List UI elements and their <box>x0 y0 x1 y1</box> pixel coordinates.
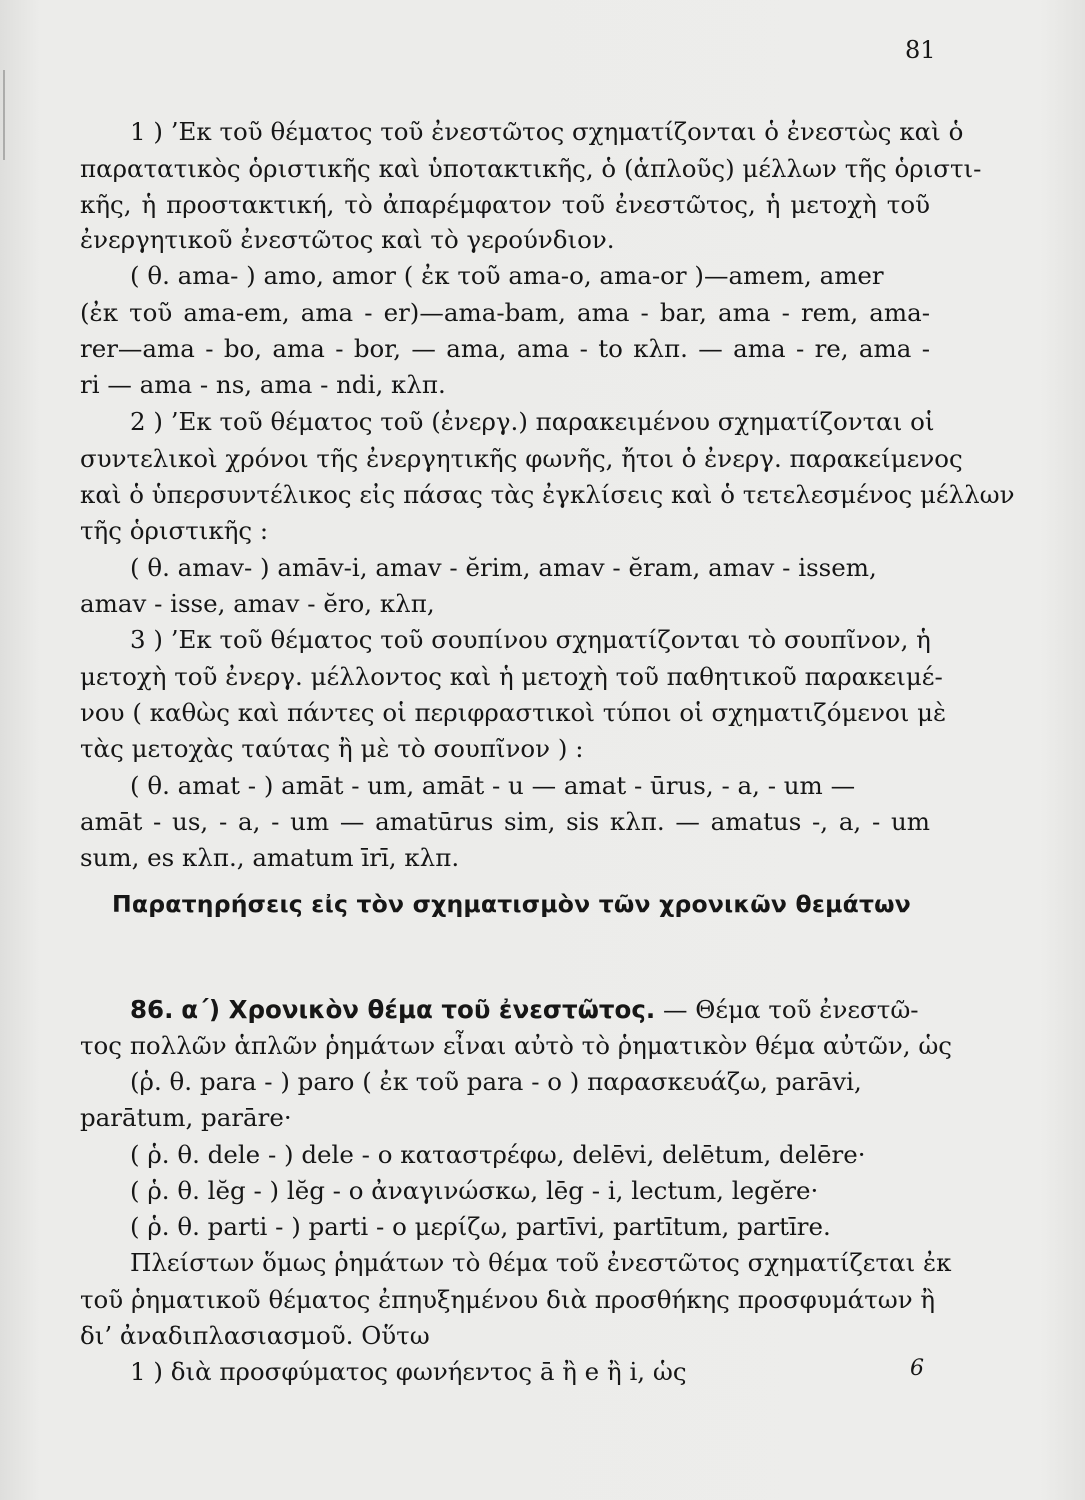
text-line: τος πολλῶν ἁπλῶν ῥημάτων εἶναι αὐτὸ τὸ ῥηματικὸν θέμα αὐτῶν, ὡς <box>80 1031 953 1060</box>
section-86-first-line <box>130 992 1085 1028</box>
text-line: (ῥ. θ. para - ) paro ( ἐκ τοῦ para - o ) παρασκευάζω, parāvi, <box>130 1067 862 1096</box>
text-line: ἐνεργητικοῦ ἐνεστῶτος καὶ τὸ γερούνδιον. <box>80 225 615 254</box>
text-line: ri — ama - ns, ama - ndi, κλπ. <box>80 370 446 399</box>
section-heading: Παρατηρήσεις εἰς τὸν σχηματισμὸν τῶν χρονικῶν θεμάτων <box>112 890 911 918</box>
text-line: Πλείστων ὅμως ῥημάτων τὸ θέμα τοῦ ἐνεστῶτος σχηματίζεται ἐκ <box>130 1248 952 1277</box>
text-line: δι’ ἀναδιπλασιασμοῦ. Οὕτω <box>80 1321 430 1350</box>
text-line: sum, es κλπ., amatum īrī, κλπ. <box>80 843 460 872</box>
text-line: μετοχὴ τοῦ ἐνεργ. μέλλοντος καὶ ἡ μετοχὴ τοῦ παθητικοῦ παρακειμέ- <box>80 662 943 691</box>
text-line: τοῦ ῥηματικοῦ θέματος ἐπηυξημένου διὰ προσθήκης προσφυμάτων ἢ <box>80 1285 936 1314</box>
text-line: ( θ. amat - ) amāt - um, amāt - u — amat - ūrus, - a, - um — <box>130 771 856 800</box>
text-line: παρατατικὸς ὁριστικῆς καὶ ὑποτακτικῆς, ὁ (ἁπλοῦς) μέλλων τῆς ὁριστι- <box>80 154 982 183</box>
text-line: τῆς ὁριστικῆς : <box>80 516 269 545</box>
section-number: 86. <box>130 995 174 1024</box>
page-number: 81 <box>905 36 936 64</box>
text-line: ( θ. amav- ) amāv-i, amav - ĕrim, amav - ĕram, amav - issem, <box>130 553 877 582</box>
margin-crease <box>3 70 5 160</box>
text-line: 2 ) ’Εκ τοῦ θέματος τοῦ (ἐνεργ.) παρακειμένου σχηματίζονται οἱ <box>130 407 935 436</box>
text-line: νου ( καθὼς καὶ πάντες οἱ περιφραστικοὶ τύποι οἱ σχηματιζόμενοι μὲ <box>80 698 947 727</box>
text-line: amav - isse, amav - ĕro, κλπ, <box>80 589 435 618</box>
text-line: συντελικοὶ χρόνοι τῆς ἐνεργητικῆς φωνῆς, ἤτοι ὁ ἐνεργ. παρακείμενος <box>80 444 963 473</box>
text-line: parātum, parāre· <box>80 1103 292 1132</box>
section-first-line-rest: — Θέμα τοῦ ἐνεστῶ- <box>663 995 919 1024</box>
text-line: τὰς μετοχὰς ταύτας ἢ μὲ τὸ σουπῖνον ) : <box>80 734 584 763</box>
section-title: α΄) Χρονικὸν θέμα τοῦ ἐνεστῶτος. <box>181 995 656 1024</box>
text-line: 1 ) διὰ προσφύματος φωνήεντος ā ἢ e ἢ i, ὡς <box>130 1357 687 1386</box>
text-line: amāt - us, - a, - um — amatūrus sim, sis κλπ. — amatus -, a, - um <box>80 807 930 836</box>
text-line: ( ῥ. θ. parti - ) parti - o μερίζω, partīvi, partītum, partīre. <box>130 1212 831 1241</box>
text-line: ( ῥ. θ. dele - ) dele - o καταστρέφω, delēvi, delētum, delēre· <box>130 1140 866 1169</box>
text-line: καὶ ὁ ὑπερσυντέλικος εἰς πάσας τὰς ἐγκλίσεις καὶ ὁ τετελεσμένος μέλλων <box>80 480 1015 509</box>
text-line: ( ῥ. θ. lĕg - ) lĕg - o ἀναγινώσκω, lēg - i, lectum, legĕre· <box>130 1176 819 1205</box>
text-line: 3 ) ’Εκ τοῦ θέματος τοῦ σουπίνου σχηματίζονται τὸ σουπῖνον, ἡ <box>130 625 931 654</box>
printer-signature: 6 <box>910 1356 924 1381</box>
text-line: 1 ) ’Εκ τοῦ θέματος τοῦ ἐνεστῶτος σχηματίζονται ὁ ἐνεστὼς καὶ ὁ <box>130 117 964 146</box>
text-line: (ἐκ τοῦ ama-em, ama - er)—ama-bam, ama - bar, ama - rem, ama- <box>80 298 930 327</box>
text-line: κῆς, ἡ προστακτική, τὸ ἀπαρέμφατον τοῦ ἐνεστῶτος, ἡ μετοχὴ τοῦ <box>80 190 930 219</box>
text-line: ( θ. ama- ) amo, amor ( ἐκ τοῦ ama-o, ama-or )—amem, amer <box>130 261 884 290</box>
text-line: rer—ama - bo, ama - bor, — ama, ama - to κλπ. — ama - re, ama - <box>80 334 930 363</box>
